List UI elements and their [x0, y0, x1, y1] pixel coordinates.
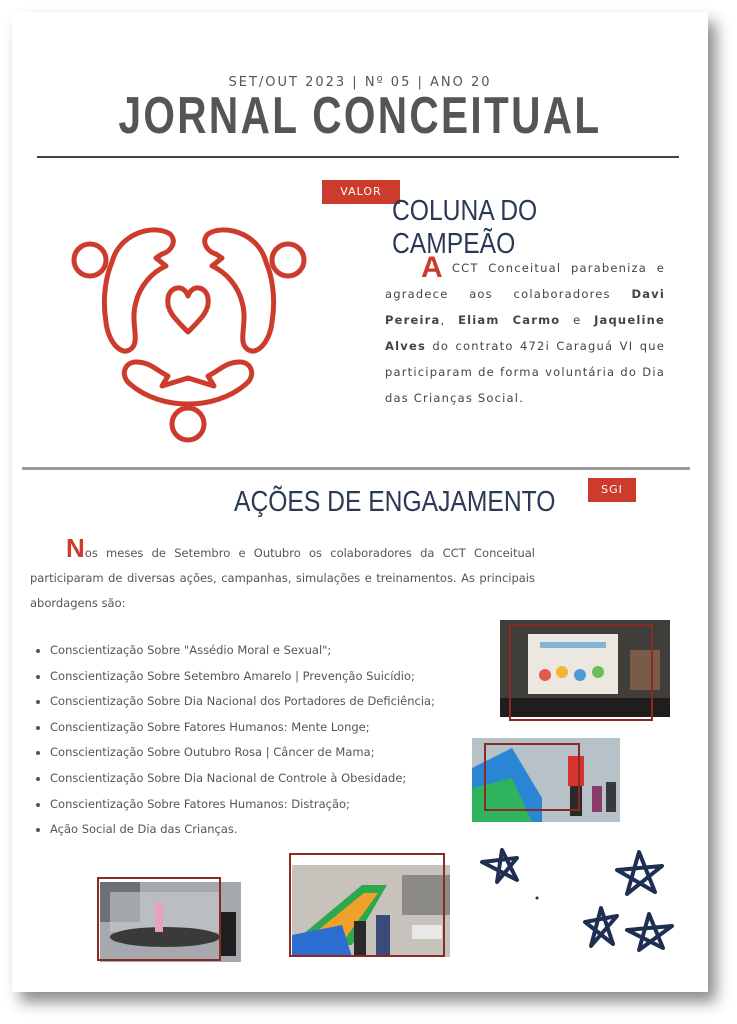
list-item: • Conscientização Sobre "Assédio Moral e Sexual"; — [50, 638, 500, 664]
acoes-list — [30, 638, 500, 843]
acoes-intro-text: os meses de Setembro e Outubro os colaboradores da CCT Conceitual participaram de diversas ações, campanhas, simulações e treinamentos. As principais abordagens são: — [30, 546, 535, 610]
name-jaqueline: Jaqueline Alves — [385, 313, 665, 353]
list-item: • Conscientização Sobre Fatores Humanos: Distração; — [50, 792, 500, 818]
dropcap-a: A — [421, 251, 444, 284]
campeao-heading: COLUNA DO CAMPEÃO — [392, 195, 538, 260]
name-davi: Davi Pereira — [385, 287, 665, 327]
masthead-title: JORNAL CONCEITUAL — [118, 87, 602, 145]
acoes-heading: AÇÕES DE ENGAJAMENTO — [234, 486, 556, 518]
sep-2: e — [560, 313, 595, 327]
photo-frame — [289, 853, 445, 957]
people-heart-logo-icon — [70, 212, 308, 444]
name-eliam: Eliam Carmo — [458, 313, 561, 327]
photo-frame — [97, 877, 221, 961]
section-divider — [22, 467, 690, 470]
dropcap-n: N — [66, 533, 85, 563]
photo-frame — [484, 743, 580, 811]
campeao-text-1: CCT Conceitual parabeniza e agradece aos colaboradores — [385, 261, 665, 301]
campeao-text-2: do contrato 472i Caraguá VI que participaram de forma voluntária do Dia das Crianças Social. — [385, 339, 665, 405]
newsletter-page — [12, 12, 708, 992]
sep-1: , — [440, 313, 459, 327]
sgi-tag: SGI — [588, 478, 636, 502]
issue-line: SET/OUT 2023 | Nº 05 | ANO 20 — [228, 75, 492, 90]
list-item: • Ação Social de Dia das Crianças. — [50, 817, 500, 843]
list-item: • Conscientização Sobre Outubro Rosa | Câncer de Mama; — [50, 740, 500, 766]
campeao-paragraph — [385, 251, 665, 411]
list-item: • Conscientização Sobre Fatores Humanos: Mente Longe; — [50, 715, 500, 741]
photo-frame — [509, 624, 653, 721]
header-divider — [37, 156, 679, 158]
decorative-stars-icon — [467, 842, 677, 962]
acoes-intro — [30, 533, 535, 616]
list-item: • Conscientização Sobre Setembro Amarelo | Prevenção Suicídio; — [50, 664, 500, 690]
list-item: • Conscientização Sobre Dia Nacional de Controle à Obesidade; — [50, 766, 500, 792]
list-item: • Conscientização Sobre Dia Nacional dos Portadores de Deficiência; — [50, 689, 500, 715]
valor-tag: VALOR — [322, 180, 400, 204]
